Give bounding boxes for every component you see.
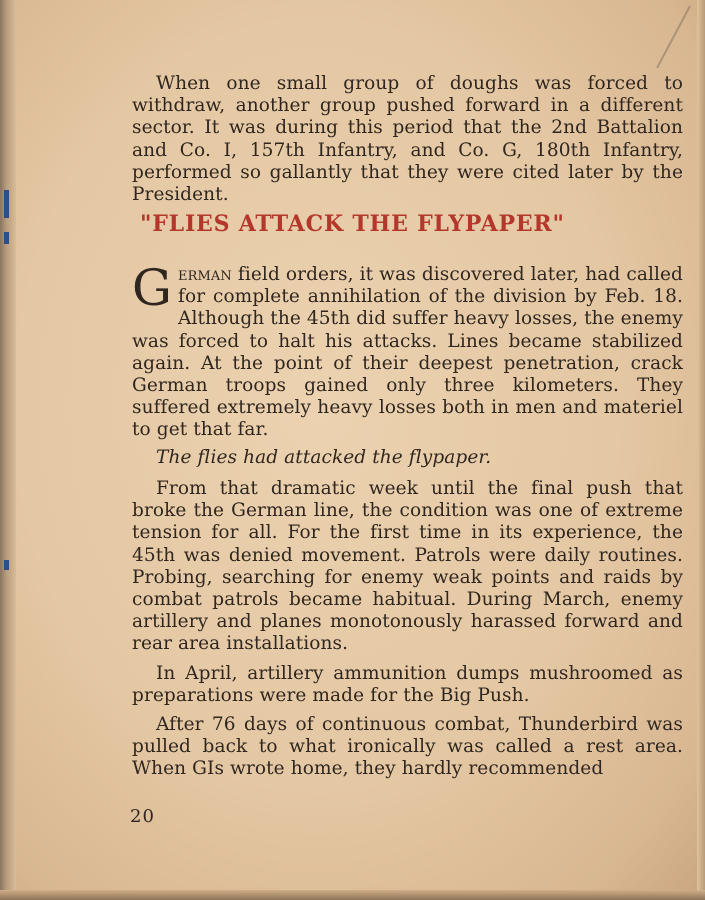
drop-cap: G — [132, 259, 173, 317]
week-paragraph: From that dramatic week until the final push that broke the German line, the condition was one of extreme tension for all. For the first time in its experience, the 45th was denied movement. Patrols were daily routines. Probing, searching for enemy weak points and raids by combat patrols became habitual. During March, enemy artillery and planes monotonously harassed forward and rear area installations. — [132, 478, 683, 655]
spine-blue-mark — [4, 560, 9, 570]
pencil-mark — [656, 6, 691, 69]
page-number: 20 — [130, 806, 155, 827]
italic-paragraph-block — [132, 447, 683, 469]
after-paragraph-block — [132, 714, 683, 781]
orders-paragraph-text: field orders, it was discovered later, had called for complete annihilation of the division by Feb. 18. Although the 45th did suffer heavy losses, the enemy was forced to halt his attacks. Lines became stabilized again. At the point of their deepest penetration, crack German troops gained only three kilometers. They suffered extremely heavy losses both in men and materiel to get that far. — [132, 264, 683, 441]
orders-paragraph-block — [132, 259, 683, 442]
intro-paragraph-block — [132, 73, 683, 206]
page-bottom-edge — [0, 890, 705, 900]
orders-paragraph — [132, 259, 683, 442]
book-spine — [0, 0, 16, 900]
italic-paragraph: The flies had attacked the flypaper. — [156, 447, 492, 468]
april-paragraph-block — [132, 663, 683, 707]
after-paragraph: After 76 days of continuous combat, Thunderbird was pulled back to what ironically was called a rest area. When GIs wrote home, they hardly recommended — [132, 714, 683, 780]
spine-blue-mark — [4, 232, 9, 244]
smallcaps-lead: erman — [178, 264, 232, 285]
intro-paragraph: When one small group of doughs was forced to withdraw, another group pushed forward in a different sector. It was during this period that the 2nd Battalion and Co. I, 157th Infantry, and Co. G, 180th Infantry, performed so gallantly that they were cited later by the President. — [132, 73, 683, 206]
week-paragraph-block — [132, 478, 683, 656]
page-right-edge — [697, 0, 705, 900]
april-paragraph: In April, artillery ammunition dumps mushroomed as preparations were made for the Big Push. — [132, 663, 683, 707]
section-heading: "FLIES ATTACK THE FLYPAPER" — [140, 211, 565, 237]
spine-blue-mark — [4, 190, 9, 218]
